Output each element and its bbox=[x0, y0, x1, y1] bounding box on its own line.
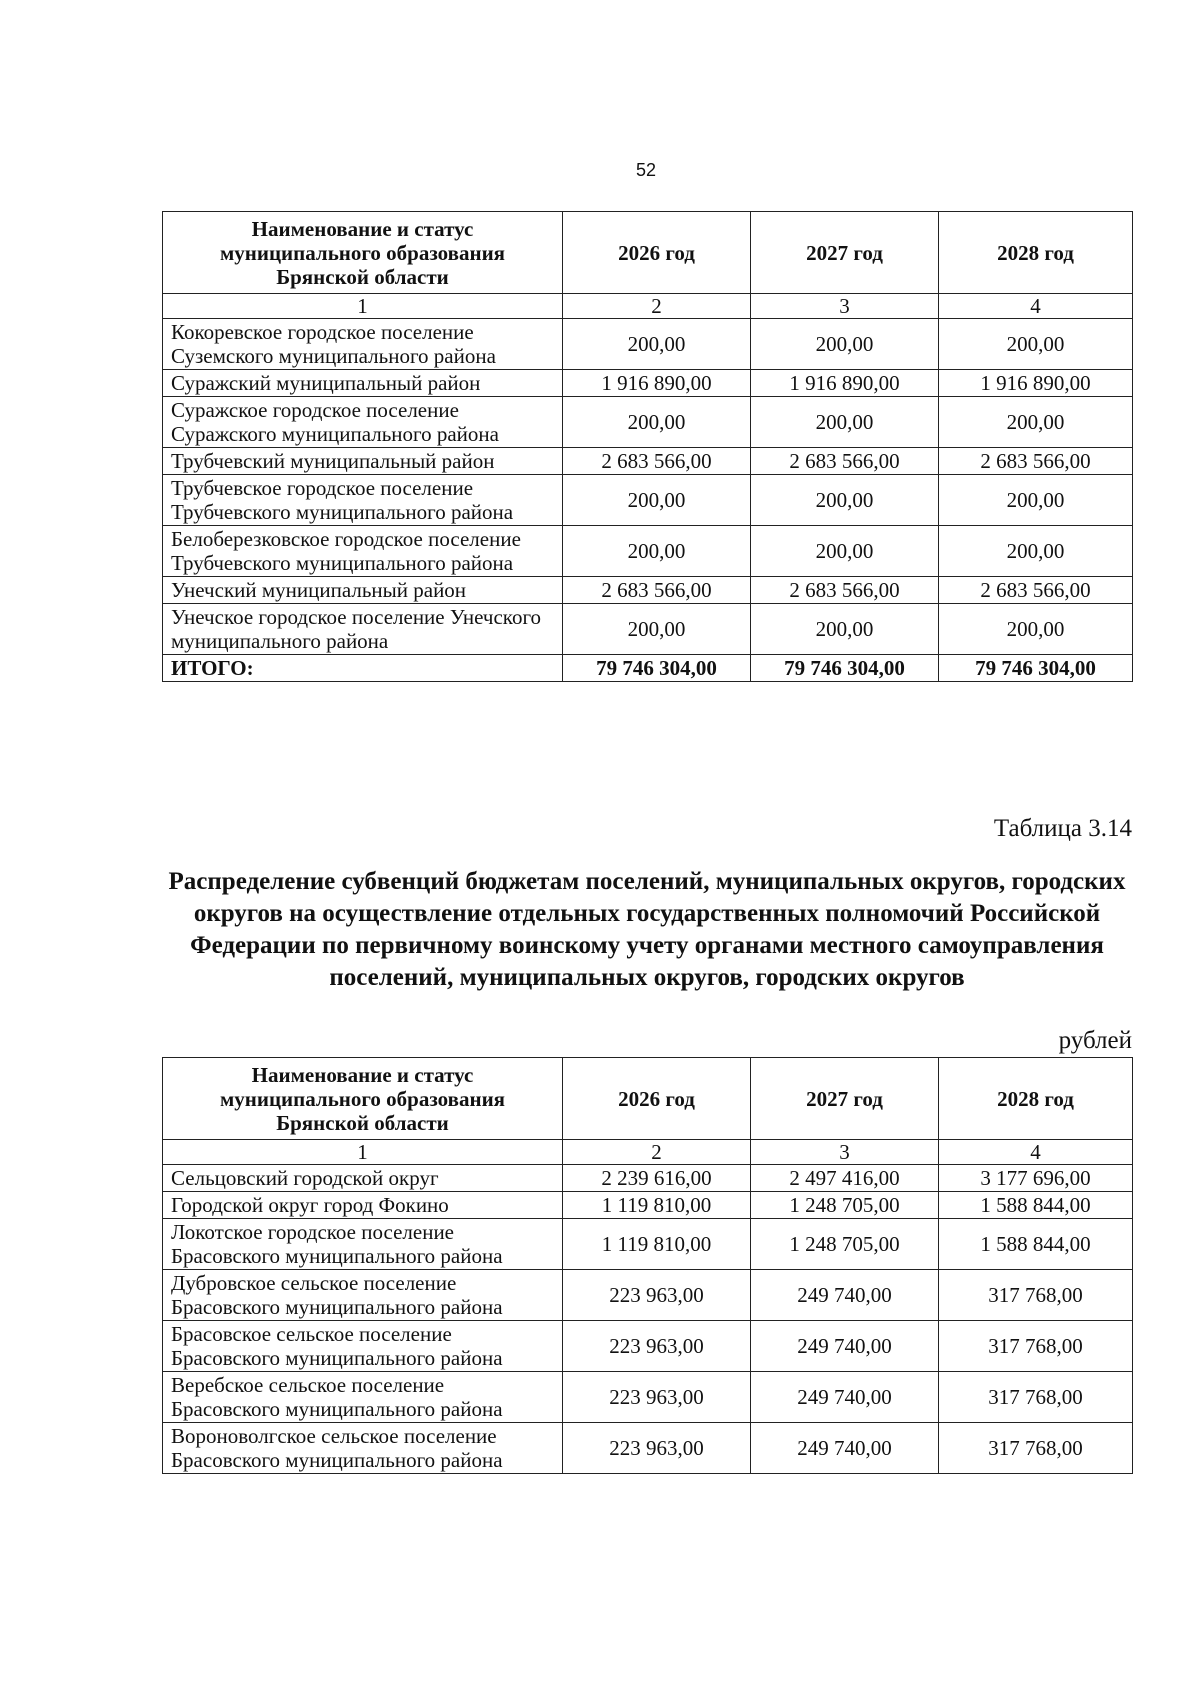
amount-2028: 317 768,00 bbox=[939, 1270, 1133, 1321]
amount-2026: 223 963,00 bbox=[563, 1372, 751, 1423]
table-label: Таблица 3.14 bbox=[993, 815, 1132, 842]
table-3-14-body bbox=[163, 1140, 1133, 1474]
continued-table bbox=[162, 211, 1133, 682]
amount-2027: 1 916 890,00 bbox=[751, 370, 939, 397]
municipality-name: Городской округ город Фокино bbox=[163, 1192, 563, 1219]
amount-2028: 2 683 566,00 bbox=[939, 448, 1133, 475]
total-2027: 79 746 304,00 bbox=[751, 655, 939, 682]
table-row bbox=[163, 1192, 1133, 1219]
table-title: Распределение субвенций бюджетам поселений, муниципальных округов, городских округов на осуществление отдельных государственных полномочий Российской Федерации по первичному воинскому учету органами местного самоуправления поселений, муниципальных округов, городских округов bbox=[168, 868, 1126, 991]
table-row bbox=[163, 475, 1133, 526]
units-label: рублей bbox=[1058, 1027, 1132, 1054]
amount-2026: 200,00 bbox=[563, 604, 751, 655]
column-index-cell: 4 bbox=[939, 294, 1133, 319]
amount-2026: 2 239 616,00 bbox=[563, 1165, 751, 1192]
municipality-name: Веребское сельское поселение Брасовского муниципального района bbox=[163, 1372, 563, 1423]
header-2028: 2028 год bbox=[939, 212, 1133, 294]
column-index-cell: 1 bbox=[163, 1140, 563, 1165]
amount-2026: 2 683 566,00 bbox=[563, 448, 751, 475]
amount-2028: 200,00 bbox=[939, 526, 1133, 577]
table-row bbox=[163, 604, 1133, 655]
table-row bbox=[163, 1423, 1133, 1474]
municipality-name: Суражское городское поселение Суражского муниципального района bbox=[163, 397, 563, 448]
amount-2027: 200,00 bbox=[751, 604, 939, 655]
column-index-row bbox=[163, 294, 1133, 319]
amount-2026: 223 963,00 bbox=[563, 1423, 751, 1474]
table-row bbox=[163, 370, 1133, 397]
continued-table-body bbox=[163, 294, 1133, 682]
table-row bbox=[163, 1219, 1133, 1270]
amount-2026: 1 916 890,00 bbox=[563, 370, 751, 397]
column-index-cell: 1 bbox=[163, 294, 563, 319]
municipality-name: Унечский муниципальный район bbox=[163, 577, 563, 604]
amount-2027: 2 683 566,00 bbox=[751, 448, 939, 475]
amount-2027: 200,00 bbox=[751, 526, 939, 577]
total-2028: 79 746 304,00 bbox=[939, 655, 1133, 682]
amount-2028: 317 768,00 bbox=[939, 1321, 1133, 1372]
amount-2027: 1 248 705,00 bbox=[751, 1192, 939, 1219]
amount-2028: 200,00 bbox=[939, 475, 1133, 526]
header-2027: 2027 год bbox=[751, 1058, 939, 1140]
municipality-name: Унечское городское поселение Унечского муниципального района bbox=[163, 604, 563, 655]
table-row bbox=[163, 1165, 1133, 1192]
municipality-name: Брасовское сельское поселение Брасовского муниципального района bbox=[163, 1321, 563, 1372]
municipality-name: Суражский муниципальный район bbox=[163, 370, 563, 397]
municipality-name: Сельцовский городской округ bbox=[163, 1165, 563, 1192]
amount-2028: 200,00 bbox=[939, 604, 1133, 655]
amount-2026: 1 119 810,00 bbox=[563, 1192, 751, 1219]
total-row bbox=[163, 655, 1133, 682]
amount-2028: 3 177 696,00 bbox=[939, 1165, 1133, 1192]
table-row bbox=[163, 448, 1133, 475]
table-row bbox=[163, 526, 1133, 577]
municipality-name: Трубчевское городское поселение Трубчевского муниципального района bbox=[163, 475, 563, 526]
table-row bbox=[163, 319, 1133, 370]
table-row bbox=[163, 1321, 1133, 1372]
amount-2028: 317 768,00 bbox=[939, 1423, 1133, 1474]
municipality-name: Вороноволгское сельское поселение Брасовского муниципального района bbox=[163, 1423, 563, 1474]
amount-2028: 1 916 890,00 bbox=[939, 370, 1133, 397]
amount-2027: 249 740,00 bbox=[751, 1321, 939, 1372]
amount-2026: 200,00 bbox=[563, 319, 751, 370]
amount-2026: 223 963,00 bbox=[563, 1270, 751, 1321]
column-index-row bbox=[163, 1140, 1133, 1165]
amount-2028: 200,00 bbox=[939, 397, 1133, 448]
column-index-cell: 2 bbox=[563, 294, 751, 319]
column-index-cell: 2 bbox=[563, 1140, 751, 1165]
amount-2027: 249 740,00 bbox=[751, 1423, 939, 1474]
column-index-cell: 4 bbox=[939, 1140, 1133, 1165]
municipality-name: Трубчевский муниципальный район bbox=[163, 448, 563, 475]
amount-2026: 1 119 810,00 bbox=[563, 1219, 751, 1270]
amount-2026: 2 683 566,00 bbox=[563, 577, 751, 604]
table-row bbox=[163, 1270, 1133, 1321]
amount-2028: 1 588 844,00 bbox=[939, 1219, 1133, 1270]
table-row bbox=[163, 397, 1133, 448]
amount-2026: 223 963,00 bbox=[563, 1321, 751, 1372]
amount-2028: 1 588 844,00 bbox=[939, 1192, 1133, 1219]
table-row bbox=[163, 577, 1133, 604]
municipality-name: Кокоревское городское поселение Суземского муниципального района bbox=[163, 319, 563, 370]
header-2026: 2026 год bbox=[563, 212, 751, 294]
municipality-name: Локотское городское поселение Брасовского муниципального района bbox=[163, 1219, 563, 1270]
amount-2027: 200,00 bbox=[751, 475, 939, 526]
amount-2028: 200,00 bbox=[939, 319, 1133, 370]
total-2026: 79 746 304,00 bbox=[563, 655, 751, 682]
total-label: ИТОГО: bbox=[163, 655, 563, 682]
amount-2028: 2 683 566,00 bbox=[939, 577, 1133, 604]
amount-2026: 200,00 bbox=[563, 397, 751, 448]
column-index-cell: 3 bbox=[751, 294, 939, 319]
amount-2027: 249 740,00 bbox=[751, 1372, 939, 1423]
header-name: Наименование и статус муниципального образования Брянской области bbox=[163, 1058, 563, 1140]
amount-2027: 2 683 566,00 bbox=[751, 577, 939, 604]
amount-2027: 200,00 bbox=[751, 397, 939, 448]
amount-2027: 249 740,00 bbox=[751, 1270, 939, 1321]
amount-2027: 1 248 705,00 bbox=[751, 1219, 939, 1270]
municipality-name: Белоберезковское городское поселение Трубчевского муниципального района bbox=[163, 526, 563, 577]
amount-2027: 2 497 416,00 bbox=[751, 1165, 939, 1192]
municipality-name: Дубровское сельское поселение Брасовского муниципального района bbox=[163, 1270, 563, 1321]
column-index-cell: 3 bbox=[751, 1140, 939, 1165]
amount-2027: 200,00 bbox=[751, 319, 939, 370]
header-name: Наименование и статус муниципального образования Брянской области bbox=[163, 212, 563, 294]
amount-2026: 200,00 bbox=[563, 475, 751, 526]
amount-2028: 317 768,00 bbox=[939, 1372, 1133, 1423]
page-number: 52 bbox=[635, 160, 657, 180]
amount-2026: 200,00 bbox=[563, 526, 751, 577]
header-2027: 2027 год bbox=[751, 212, 939, 294]
table-3-14 bbox=[162, 1057, 1133, 1474]
header-2026: 2026 год bbox=[563, 1058, 751, 1140]
table-row bbox=[163, 1372, 1133, 1423]
header-2028: 2028 год bbox=[939, 1058, 1133, 1140]
